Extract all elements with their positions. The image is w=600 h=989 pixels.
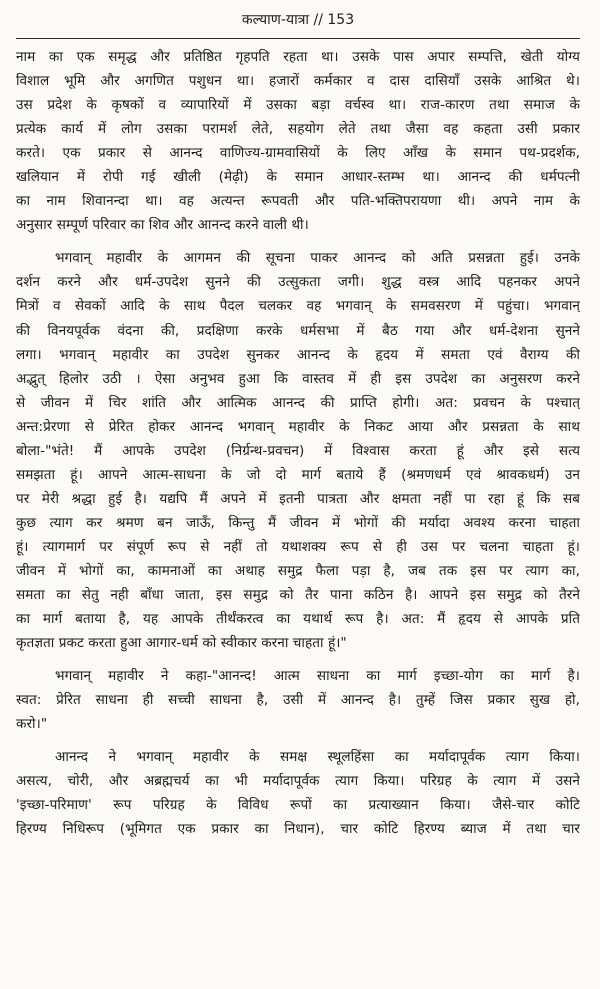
- text-line: भगवान् महावीर ने कहा-"आनन्द! आत्म साधना का मार्ग इच्छा-योग का मार्ग है।: [55, 668, 580, 685]
- header-rule: [16, 38, 580, 39]
- text-line: करते। एक प्रकार से आनन्द वाणिज्य-ग्रामवासियों के लिए आँख के समान पथ-प्रदर्शक,: [16, 145, 580, 162]
- text-line: बोला-"भंते! मैं आपके उपदेश (निर्ग्रन्थ-प्रवचन) में विश्वास करता हूं और इसे सत्य: [16, 442, 580, 459]
- text-line: 'इच्छा-परिमाण' रूप परिग्रह के विविध रूपों का प्रत्याख्यान किया। जैसे-चार कोटि: [16, 797, 580, 814]
- text-line: हूं। त्यागमार्ग पर संपूर्ण रूप से नहीं तो यथाशक्य रूप से ही उस पर चलना चाहता हूं।: [16, 538, 580, 555]
- text-line: समता का सेतु नही बाँधा जाता, इस समुद्र को तैर पाना कठिन है। आपने इस समुद्र को तैरने: [16, 587, 580, 604]
- text-line: कृतज्ञता प्रकट करता हुआ आगार-धर्म को स्वीकार करना चाहता हूं।": [16, 635, 347, 652]
- text-line: से जीवन में चिर शांति और आत्मिक आनन्द की प्राप्ति होगी। अत: प्रवचन के पश्चात्: [16, 394, 580, 411]
- paragraph-gap: [16, 736, 580, 745]
- text-line: असत्य, चोरी, और अब्रह्मचर्य का भी मर्यादापूर्वक त्याग किया। परिग्रह के त्याग में उसने: [16, 773, 580, 790]
- text-line: उस प्रदेश के कृषकों व व्यापारियों में उसका बड़ा वर्चस्व था। राज-कारण तथा समाज के: [16, 97, 580, 114]
- text-line: प्रत्येक कार्य में लोग उसका परामर्श लेते, सहयोग लेते तथा जैसा वह कहता उसी प्रकार: [16, 121, 580, 138]
- text-line: मित्रों व सेवकों आदि के साथ पैदल चलकर वह भगवान् के समवसरण में पहुंचा। भगवान्: [16, 298, 580, 315]
- body-text: [16, 45, 580, 842]
- paragraph-1: [16, 45, 580, 237]
- text-line: कुछ त्याग कर श्रमण बन जाऊँ, किन्तु मैं जीवन में भोगों की मर्यादा अवश्य करना चाहता: [16, 514, 580, 531]
- text-line: विशाल भूमि और अगणित पशुधन था। हजारों कर्मकार व दास दासियाँ उसके आश्रित थे।: [16, 73, 580, 90]
- paragraph-3: [16, 664, 580, 736]
- text-line: खलियान में रोपी गई खीली (मेढ़ी) के समान आधार-स्तम्भ था। आनन्द की धर्मपत्नी: [16, 169, 580, 186]
- text-line: स्वत: प्रेरित साधना ही सच्ची साधना है, उसी में आनन्द है। तुम्हें जिस प्रकार सुख हो,: [16, 692, 580, 709]
- text-line: नाम का एक समृद्ध और प्रतिष्ठित गृहपति रहता था। उसके पास अपार सम्पत्ति, खेती योग्य: [16, 49, 580, 65]
- text-line: पर मेरी श्रद्धा हुई है। यद्यपि मैं अपने में इतनी पात्रता और क्षमता नहीं पा रहा हूं कि सब: [16, 490, 580, 507]
- text-line: हिरण्य निधिरूप (भूमिगत एक प्रकार का निधान), चार कोटि हिरण्य ब्याज में तथा चार: [16, 821, 580, 838]
- text-line: का मार्ग बताया है, यह आपके तीर्थंकरत्व का यथार्थ रूप है। अत: मैं हृदय से आपके प्रति: [16, 611, 580, 628]
- paragraph-4: [16, 745, 580, 841]
- text-line: करो।": [16, 716, 48, 733]
- text-line: आनन्द ने भगवान् महावीर के समक्ष स्थूलहिंसा का मर्यादापूर्वक त्याग किया।: [55, 749, 580, 766]
- text-line: अद्भुत् हिलोर उठी । ऐसा अनुभव हुआ कि वास्तव में ही इस उपदेश का अनुसरण करने: [16, 370, 580, 387]
- text-line: जीवन में भोगों का, कामनाओं का अथाह समुद्र फैला पड़ा है, जब तक इस पर त्याग का,: [16, 562, 580, 579]
- text-line: दर्शन करने और धर्म-उपदेश सुनने की उत्सुकता जगी। शुद्ध वस्त्र आदि पहनकर अपने: [16, 274, 580, 291]
- text-line: लगा। भगवान् महावीर का उपदेश सुनकर आनन्द के हृदय में समता एवं वैराग्य की: [16, 346, 580, 363]
- text-line: का नाम शिवानन्दा था। वह अत्यन्त रूपवती और पति-भक्तिपरायणा थी। अपने नाम के: [16, 193, 580, 210]
- text-line: की विनयपूर्वक वंदना की, प्रदक्षिणा करके धर्मसभा में बैठ गया और धर्म-देशना सुनने: [16, 322, 580, 339]
- paragraph-gap: [16, 655, 580, 664]
- paragraph-2: [16, 246, 580, 655]
- text-line: भगवान् महावीर के आगमन की सूचना पाकर आनन्द को अति प्रसन्नता हुई। उनके: [55, 250, 580, 267]
- text-line: समझता हूं। आपने आत्म-साधना के जो दो मार्ग बताये हैं (श्रमणधर्म एवं श्रावकधर्म) उन: [16, 466, 580, 483]
- paragraph-gap: [16, 237, 580, 246]
- text-line: अन्त:प्रेरणा से प्रेरित होकर आनन्द भगवान् महावीर के निकट आया और प्रसन्नता के साथ: [16, 418, 580, 435]
- text-line: अनुसार सम्पूर्ण परिवार का शिव और आनन्द करने वाली थी।: [16, 217, 309, 234]
- running-head: कल्याण-यात्रा // 153: [241, 12, 355, 28]
